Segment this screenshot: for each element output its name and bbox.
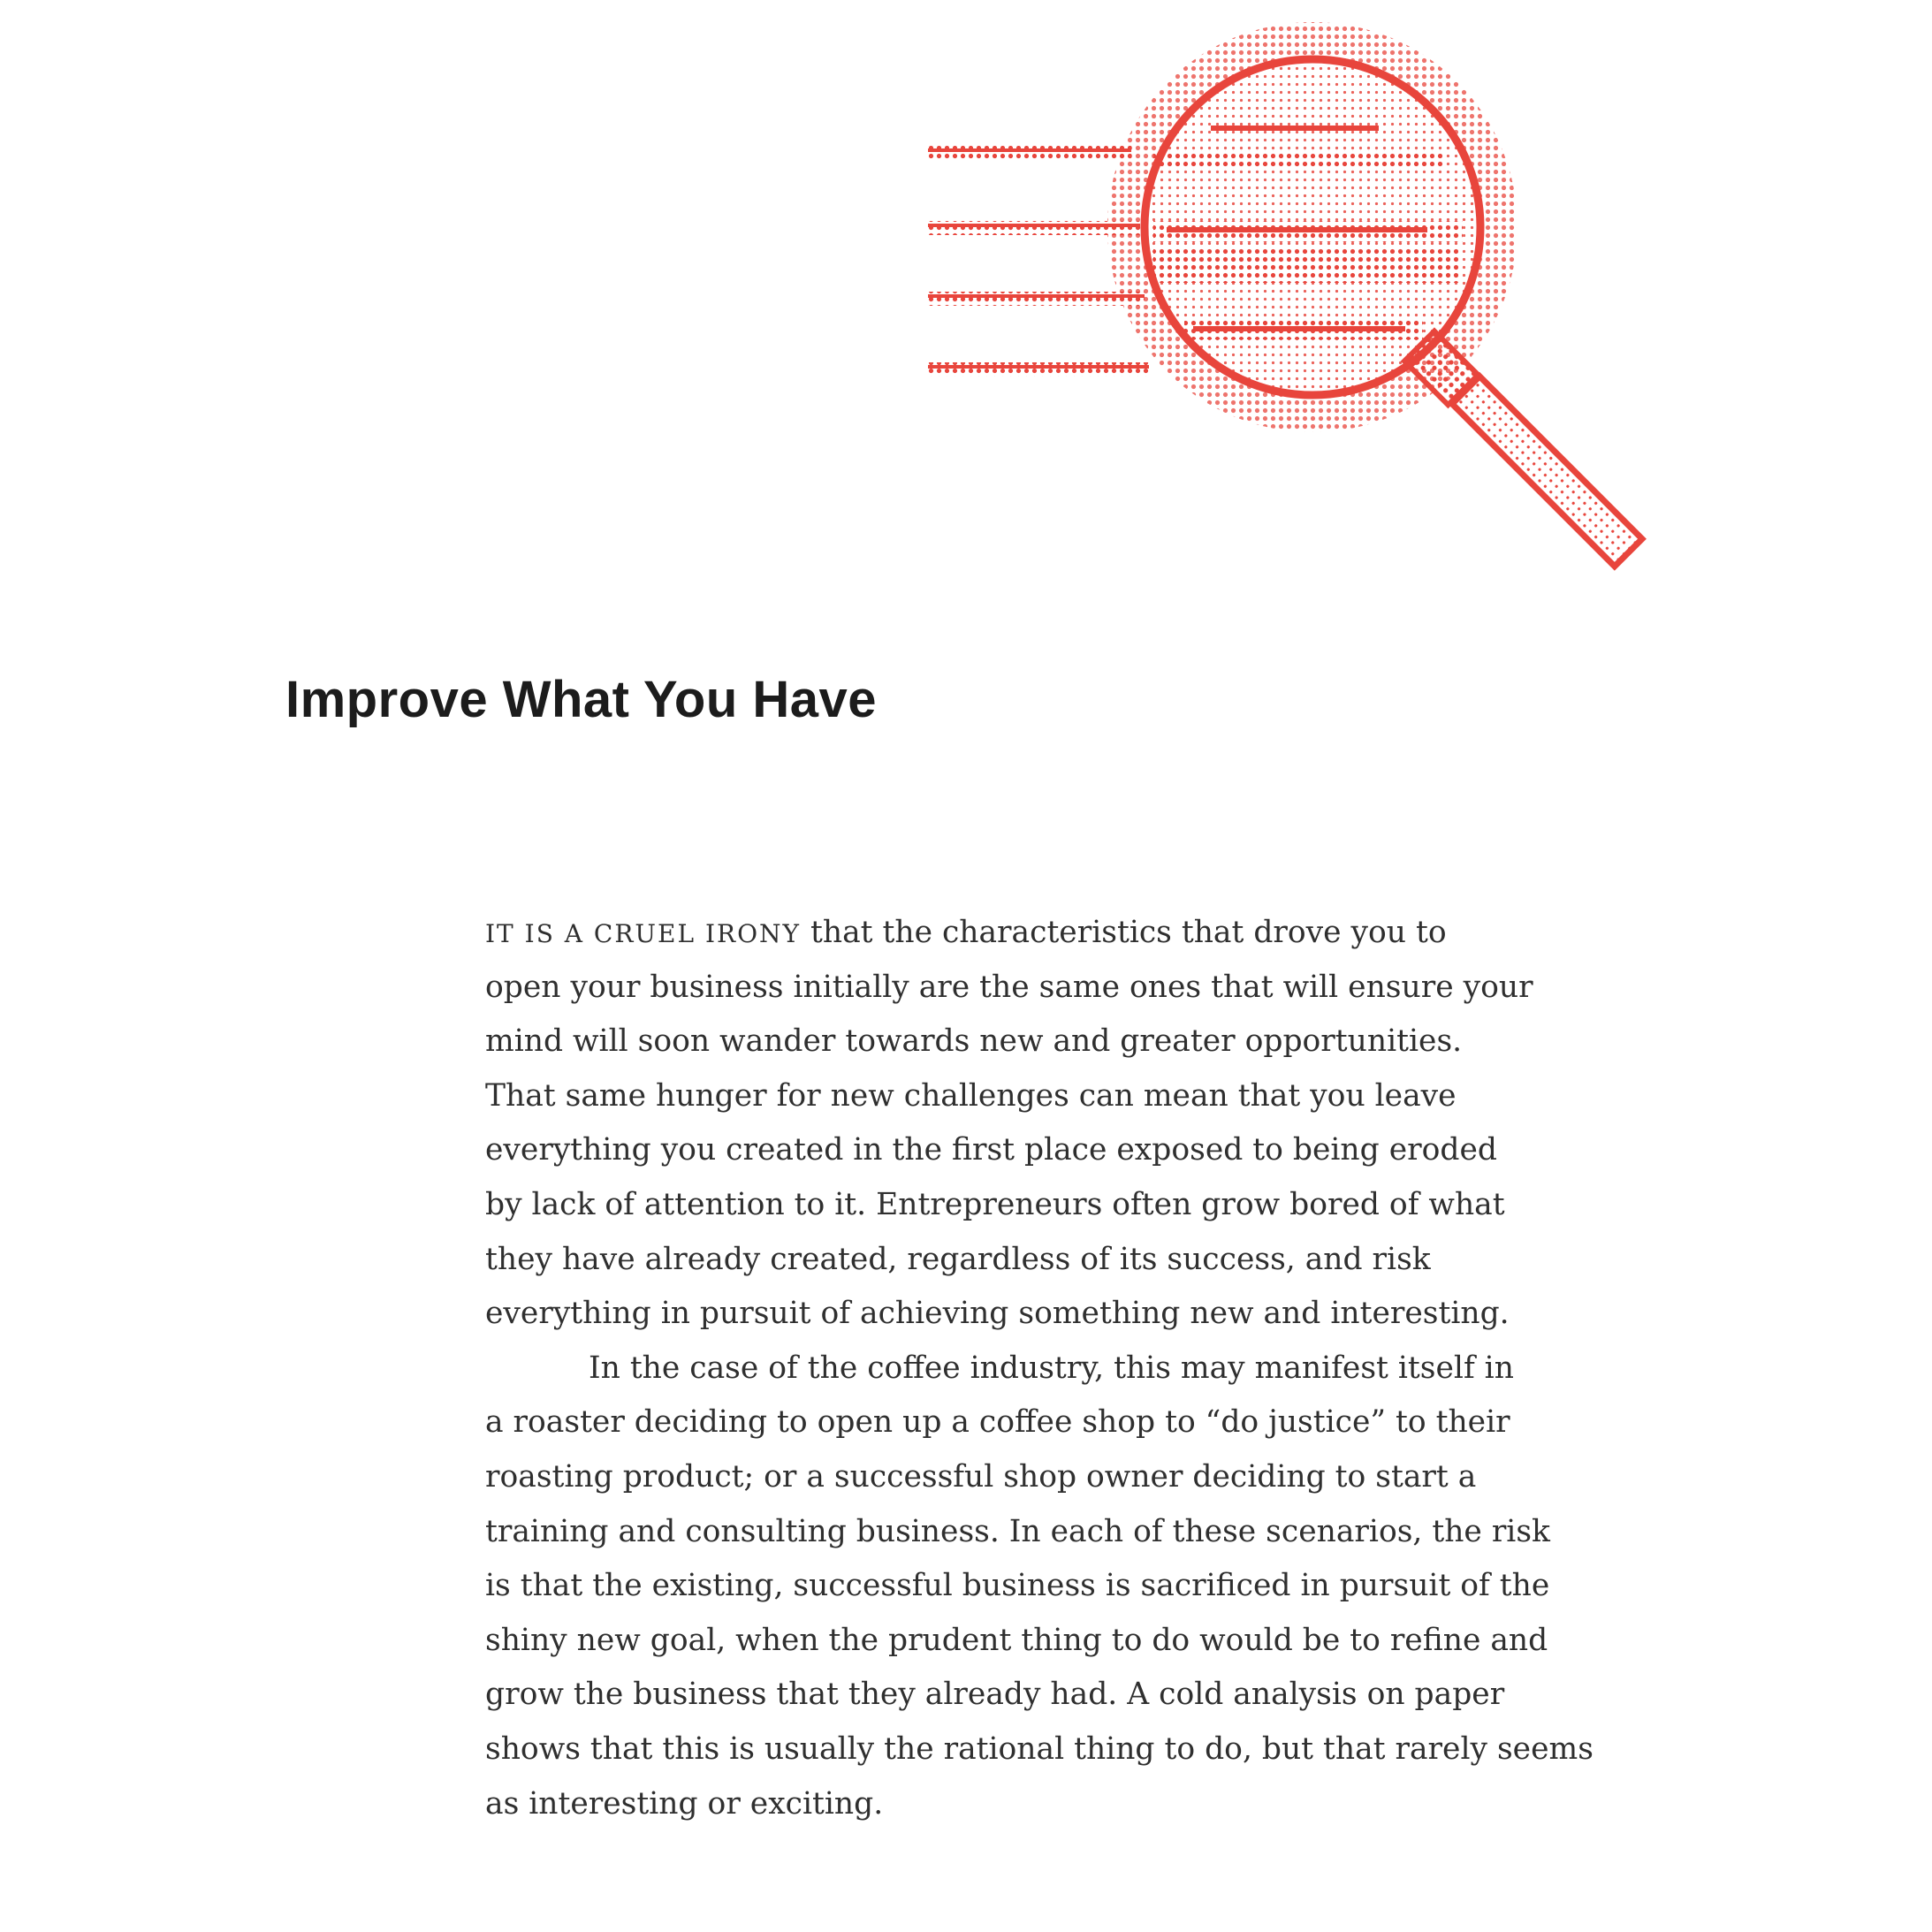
body-text [485,906,1634,1831]
lead-in: IT IS A CRUEL IRONY [485,919,802,948]
paragraph-1-line: everything in pursuit of achieving something new and interesting. [485,1296,1510,1332]
paragraph-1-line: mind will soon wander towards new and greater opportunities. [485,1023,1463,1060]
paragraph-2-line: shiny new goal, when the prudent thing to do would be to refine and [485,1622,1548,1658]
magnifying-glass-icon [919,9,1697,592]
page-title: Improve What You Have [285,671,878,728]
paragraph-2-line: a roaster deciding to open up a coffee shop to “do justice” to their [485,1404,1510,1441]
paragraph-1-line: That same hunger for new challenges can mean that you leave [485,1077,1457,1114]
paragraph-2-line: as interesting or exciting. [485,1785,884,1822]
paragraph-2-line: grow the business that they already had. A cold analysis on paper [485,1677,1505,1713]
paragraph-2-line: shows that this is usually the rational thing to do, but that rarely seems [485,1730,1594,1767]
first-line-rest: that the characteristics that drove you to [801,915,1447,950]
paragraph-2-line: training and consulting business. In each of these scenarios, the risk [485,1513,1550,1549]
paragraph-2-line: is that the existing, successful business is sacrificed in pursuit of the [485,1568,1550,1604]
paragraph-1-line: open your business initially are the same ones that will ensure your [485,969,1533,1005]
paragraph-2-line: In the case of the coffee industry, this may manifest itself in [589,1350,1514,1386]
paragraph-1-line: by lack of attention to it. Entrepreneurs often grow bored of what [485,1186,1505,1222]
paragraph-1-line-1 [485,906,1634,961]
paragraph-1-line: everything you created in the first place exposed to being eroded [485,1132,1497,1168]
paragraph-2-line: roasting product; or a successful shop owner deciding to start a [485,1458,1477,1495]
paragraph-1-line: they have already created, regardless of its success, and risk [485,1241,1431,1277]
